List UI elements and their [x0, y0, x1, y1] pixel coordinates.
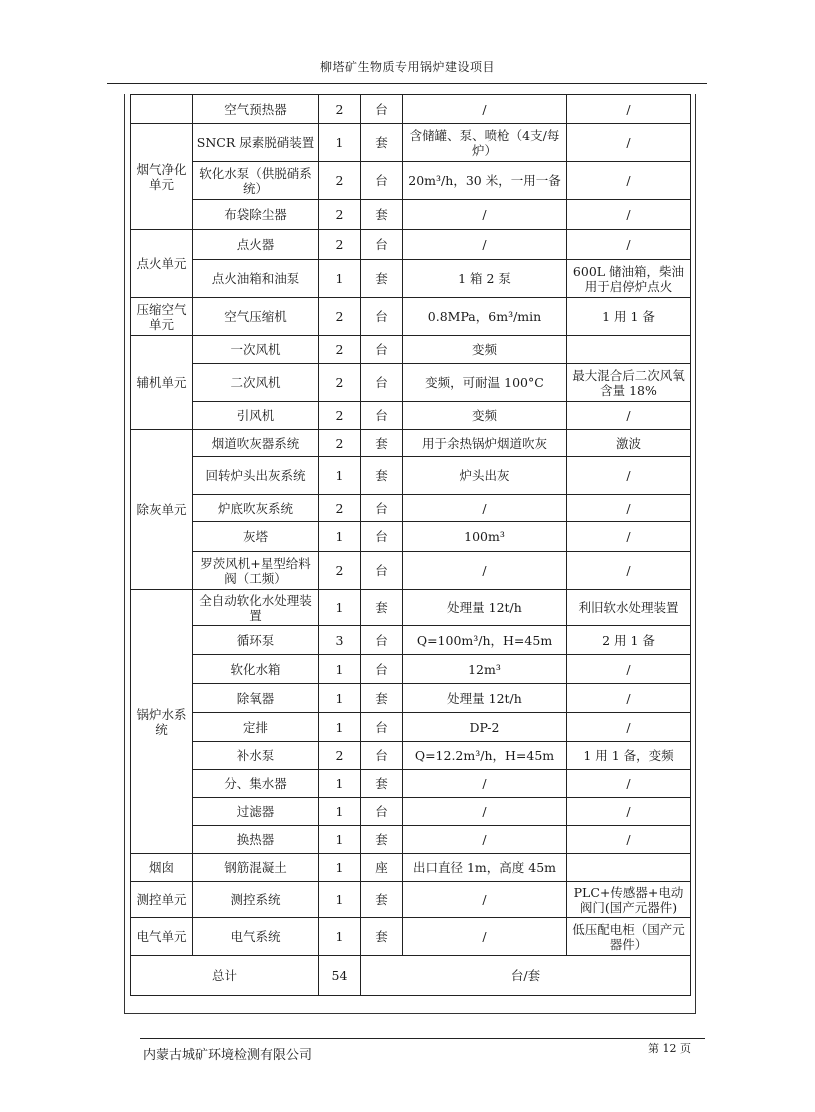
note-cell: 利旧软水处理装置: [567, 590, 691, 626]
table-row: [131, 457, 691, 495]
qty-cell: 1: [319, 684, 361, 713]
qty-cell: 1: [319, 918, 361, 956]
spec-cell: /: [403, 552, 567, 590]
qty-cell: 1: [319, 590, 361, 626]
note-cell: 1 用 1 备，变频: [567, 742, 691, 770]
group-cell: 烟囱: [131, 854, 193, 882]
note-cell: /: [567, 495, 691, 522]
qty-cell: 2: [319, 552, 361, 590]
qty-cell: 2: [319, 336, 361, 364]
page-header-title: 柳塔矿生物质专用锅炉建设项目: [319, 60, 495, 74]
page-number: 第 12 页: [648, 1042, 691, 1055]
unit-cell: 台: [361, 495, 403, 522]
table-row: [131, 336, 691, 364]
name-cell: 钢筋混凝土: [193, 854, 319, 882]
table-row: [131, 230, 691, 260]
note-cell: 最大混合后二次风氧含量 18%: [567, 364, 691, 402]
note-cell: /: [567, 713, 691, 742]
unit-cell: 套: [361, 430, 403, 457]
table-row: [131, 826, 691, 854]
table-row: [131, 495, 691, 522]
qty-cell: 1: [319, 798, 361, 826]
spec-cell: 出口直径 1m，高度 45m: [403, 854, 567, 882]
note-cell: /: [567, 798, 691, 826]
unit-cell: 套: [361, 457, 403, 495]
name-cell: 测控系统: [193, 882, 319, 918]
qty-cell: 2: [319, 200, 361, 230]
group-cell: 烟气净化单元: [131, 124, 193, 230]
name-cell: 二次风机: [193, 364, 319, 402]
qty-cell: 1: [319, 882, 361, 918]
qty-cell: 2: [319, 230, 361, 260]
total-unit-cell: 台/套: [361, 956, 691, 996]
name-cell: 布袋除尘器: [193, 200, 319, 230]
name-cell: 点火器: [193, 230, 319, 260]
note-cell: /: [567, 770, 691, 798]
spec-cell: 炉头出灰: [403, 457, 567, 495]
note-cell: PLC+传感器+电动阀门(国产元器件): [567, 882, 691, 918]
note-cell: 1 用 1 备: [567, 298, 691, 336]
table-row: [131, 626, 691, 655]
table-row: [131, 162, 691, 200]
total-qty-cell: 54: [319, 956, 361, 996]
qty-cell: 1: [319, 854, 361, 882]
qty-cell: 1: [319, 124, 361, 162]
qty-cell: 1: [319, 522, 361, 552]
unit-cell: 套: [361, 590, 403, 626]
qty-cell: 2: [319, 298, 361, 336]
unit-cell: 套: [361, 770, 403, 798]
spec-cell: /: [403, 230, 567, 260]
table-row: [131, 402, 691, 430]
note-cell: [567, 854, 691, 882]
name-cell: 全自动软化水处理装置: [193, 590, 319, 626]
unit-cell: 台: [361, 364, 403, 402]
total-label-cell: 总计: [131, 956, 319, 996]
spec-cell: 变频: [403, 336, 567, 364]
note-cell: /: [567, 826, 691, 854]
spec-cell: /: [403, 918, 567, 956]
group-cell: 测控单元: [131, 882, 193, 918]
qty-cell: 1: [319, 457, 361, 495]
unit-cell: 台: [361, 798, 403, 826]
table-row: [131, 364, 691, 402]
qty-cell: 1: [319, 770, 361, 798]
qty-cell: 2: [319, 95, 361, 124]
table-row: [131, 854, 691, 882]
group-cell: 电气单元: [131, 918, 193, 956]
qty-cell: 1: [319, 655, 361, 684]
table-row: [131, 918, 691, 956]
name-cell: 灰塔: [193, 522, 319, 552]
note-cell: /: [567, 655, 691, 684]
unit-cell: 台: [361, 552, 403, 590]
name-cell: 循环泵: [193, 626, 319, 655]
spec-cell: 处理量 12t/h: [403, 590, 567, 626]
qty-cell: 1: [319, 826, 361, 854]
unit-cell: 套: [361, 260, 403, 298]
note-cell: 激波: [567, 430, 691, 457]
footer-rule: [140, 1038, 705, 1039]
group-cell: [131, 95, 193, 124]
footer-company: 内蒙古城矿环境检测有限公司: [143, 1048, 313, 1063]
qty-cell: 2: [319, 495, 361, 522]
note-cell: 2 用 1 备: [567, 626, 691, 655]
header-rule: [107, 83, 707, 84]
table-row: [131, 522, 691, 552]
equipment-table: [130, 94, 691, 996]
note-cell: /: [567, 552, 691, 590]
spec-cell: 1 箱 2 泵: [403, 260, 567, 298]
spec-cell: 0.8MPa，6m³/min: [403, 298, 567, 336]
name-cell: 空气预热器: [193, 95, 319, 124]
table-row: [131, 742, 691, 770]
table-row: [131, 798, 691, 826]
group-cell: 点火单元: [131, 230, 193, 298]
table-row: [131, 882, 691, 918]
unit-cell: 台: [361, 742, 403, 770]
note-cell: /: [567, 200, 691, 230]
name-cell: 过滤器: [193, 798, 319, 826]
unit-cell: 台: [361, 713, 403, 742]
qty-cell: 2: [319, 742, 361, 770]
note-cell: [567, 336, 691, 364]
table-row: [131, 770, 691, 798]
note-cell: 低压配电柜（国产元器件）: [567, 918, 691, 956]
note-cell: /: [567, 162, 691, 200]
unit-cell: 套: [361, 918, 403, 956]
qty-cell: 2: [319, 162, 361, 200]
spec-cell: Q=12.2m³/h，H=45m: [403, 742, 567, 770]
group-cell: 压缩空气单元: [131, 298, 193, 336]
qty-cell: 3: [319, 626, 361, 655]
spec-cell: 变频: [403, 402, 567, 430]
unit-cell: 套: [361, 124, 403, 162]
unit-cell: 套: [361, 684, 403, 713]
spec-cell: 变频，可耐温 100°C: [403, 364, 567, 402]
unit-cell: 套: [361, 200, 403, 230]
spec-cell: DP-2: [403, 713, 567, 742]
spec-cell: 含储罐、泵、喷枪（4支/每炉）: [403, 124, 567, 162]
name-cell: 一次风机: [193, 336, 319, 364]
note-cell: 600L 储油箱，柴油用于启停炉点火: [567, 260, 691, 298]
qty-cell: 1: [319, 713, 361, 742]
note-cell: /: [567, 402, 691, 430]
note-cell: /: [567, 95, 691, 124]
note-cell: /: [567, 522, 691, 552]
note-cell: /: [567, 457, 691, 495]
unit-cell: 台: [361, 95, 403, 124]
unit-cell: 套: [361, 882, 403, 918]
table-row: [131, 95, 691, 124]
note-cell: /: [567, 124, 691, 162]
spec-cell: Q=100m³/h，H=45m: [403, 626, 567, 655]
name-cell: 炉底吹灰系统: [193, 495, 319, 522]
qty-cell: 2: [319, 402, 361, 430]
table-row: [131, 200, 691, 230]
table-row: [131, 298, 691, 336]
spec-cell: /: [403, 200, 567, 230]
name-cell: 换热器: [193, 826, 319, 854]
spec-cell: 处理量 12t/h: [403, 684, 567, 713]
spec-cell: /: [403, 495, 567, 522]
unit-cell: 台: [361, 402, 403, 430]
unit-cell: 台: [361, 230, 403, 260]
spec-cell: 100m³: [403, 522, 567, 552]
name-cell: 电气系统: [193, 918, 319, 956]
name-cell: 软化水箱: [193, 655, 319, 684]
name-cell: SNCR 尿素脱硝装置: [193, 124, 319, 162]
table-row: [131, 590, 691, 626]
spec-cell: /: [403, 95, 567, 124]
spec-cell: 用于余热锅炉烟道吹灰: [403, 430, 567, 457]
name-cell: 除氧器: [193, 684, 319, 713]
spec-cell: /: [403, 798, 567, 826]
group-cell: 辅机单元: [131, 336, 193, 430]
unit-cell: 台: [361, 336, 403, 364]
name-cell: 罗茨风机+星型给料阀（工频）: [193, 552, 319, 590]
unit-cell: 套: [361, 826, 403, 854]
unit-cell: 台: [361, 298, 403, 336]
unit-cell: 座: [361, 854, 403, 882]
name-cell: 定排: [193, 713, 319, 742]
total-row: [131, 956, 691, 996]
unit-cell: 台: [361, 522, 403, 552]
note-cell: /: [567, 230, 691, 260]
qty-cell: 1: [319, 260, 361, 298]
table-row: [131, 260, 691, 298]
spec-cell: 12m³: [403, 655, 567, 684]
name-cell: 分、集水器: [193, 770, 319, 798]
table-row: [131, 713, 691, 742]
name-cell: 点火油箱和油泵: [193, 260, 319, 298]
table-row: [131, 552, 691, 590]
name-cell: 烟道吹灰器系统: [193, 430, 319, 457]
note-cell: /: [567, 684, 691, 713]
name-cell: 空气压缩机: [193, 298, 319, 336]
qty-cell: 2: [319, 430, 361, 457]
unit-cell: 台: [361, 655, 403, 684]
spec-cell: /: [403, 826, 567, 854]
name-cell: 软化水泵（供脱硝系统）: [193, 162, 319, 200]
group-cell: 锅炉水系统: [131, 590, 193, 854]
name-cell: 回转炉头出灰系统: [193, 457, 319, 495]
table-row: [131, 430, 691, 457]
name-cell: 引风机: [193, 402, 319, 430]
table-row: [131, 655, 691, 684]
spec-cell: 20m³/h，30 米，一用一备: [403, 162, 567, 200]
name-cell: 补水泵: [193, 742, 319, 770]
spec-cell: /: [403, 770, 567, 798]
group-cell: 除灰单元: [131, 430, 193, 590]
table-row: [131, 124, 691, 162]
spec-cell: /: [403, 882, 567, 918]
table-row: [131, 684, 691, 713]
unit-cell: 台: [361, 626, 403, 655]
unit-cell: 台: [361, 162, 403, 200]
qty-cell: 2: [319, 364, 361, 402]
